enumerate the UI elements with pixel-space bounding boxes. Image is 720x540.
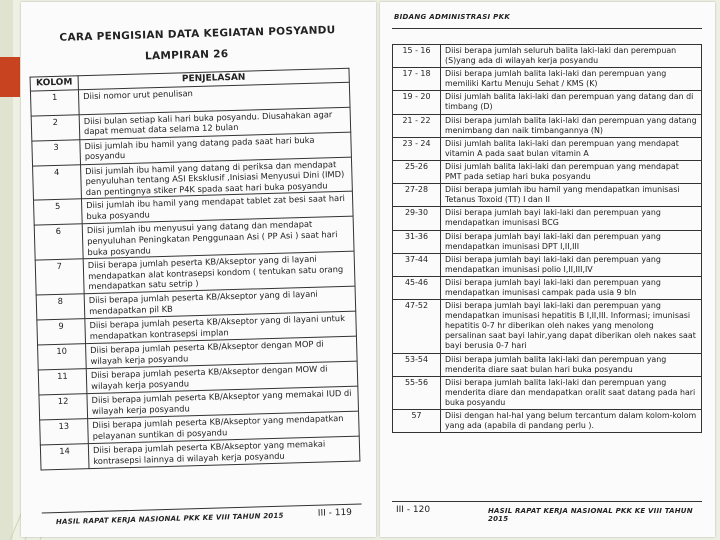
kolom-cell: 6 (34, 224, 83, 260)
kolom-cell: 17 - 18 (393, 68, 441, 91)
kolom-cell: 29-30 (393, 207, 441, 230)
kolom-cell: 4 (33, 164, 82, 200)
penjelasan-cell: Diisi berapa jumlah peserta KB/Akseptor yang di layani mendapatkan alat kontrasepsi kondom ( tentukan satu orang mendapatkan satu setrip ) (83, 251, 355, 293)
penjelasan-cell: Diisi berapa jumlah peserta KB/Akseptor yang mendapatkan pelayanan suntikan di posyandu (88, 411, 360, 444)
kolom-cell: 27-28 (393, 184, 441, 207)
kolom-cell: 14 (40, 444, 89, 470)
table-row (393, 300, 702, 353)
kolom-cell: 55-56 (393, 376, 441, 409)
kolom-cell: 53-54 (393, 353, 441, 376)
table-row (393, 230, 702, 253)
penjelasan-cell: Diisi berapa jumlah bayi laki-laki dan perempuan yang mendapatkan imunisasi hepatitis B I,II,III. Informasi; imunisasi hepatitis 0-7 hr diberikan oleh nakes yang menolong persalinan saat bayi lahir,yang dapat diberikan oleh nakes saat bayi berusia 0-7 hari (441, 300, 702, 353)
penjelasan-cell: Diisi berapa jumlah peserta KB/Akseptor yang di layani mendapatkan pil KB (84, 286, 356, 319)
slide-accent-block (0, 57, 20, 97)
penjelasan-cell: Diisi berapa jumlah balita laki-laki dan perempuan yang menderita diare dan mendapatkan oralit saat datang pada hari buka posyandu (441, 376, 702, 409)
penjelasan-cell: Diisi berapa jumlah bayi laki-laki dan perempuan yang mendapatkan imunisasi DPT I,II,III (441, 230, 702, 253)
table-row (393, 276, 702, 299)
penjelasan-cell: Diisi jumlah balita laki-laki dan perempuan yang mendapat vitamin A pada saat bulan vitamin A (441, 137, 702, 160)
kolom-cell: 13 (40, 419, 89, 445)
kolom-cell: 57 (393, 410, 441, 433)
page-footer: HASIL RAPAT KERJA NASIONAL PKK KE VIII TAHUN 2015 (55, 511, 284, 527)
table-row (393, 207, 702, 230)
penjelasan-cell: Diisi bulan setiap kali hari buka posyandu. Diusahakan agar dapat memuat data selama 12 bulan (79, 107, 351, 140)
kolom-cell: 47-52 (393, 300, 441, 353)
penjelasan-cell: Diisi berapa jumlah peserta KB/Akseptor yang di layani untuk mendapatkan kontrasepsi implan (85, 311, 357, 344)
penjelasan-cell: Diisi berapa jumlah peserta KB/Akseptor yang memakai kontrasepsi lainnya di wilayah kerja posyandu (88, 436, 360, 469)
penjelasan-cell: Diisi berapa jumlah peserta KB/Akseptor dengan MOW di wilayah kerja posyandu (86, 361, 358, 394)
table-row (393, 68, 702, 91)
footer-rule (42, 504, 362, 514)
penjelasan-cell: Diisi berapa jumlah seluruh balita laki-laki dan perempuan (S)yang ada di wilayah kerja posyandu (441, 45, 702, 68)
kolom-cell: 23 - 24 (393, 137, 441, 160)
document-page-left (21, 2, 376, 537)
column-header-penjelasan: PENJELASAN (78, 68, 349, 89)
kolom-cell: 25-26 (393, 160, 441, 183)
penjelasan-cell: Diisi berapa jumlah balita laki-laki dan perempuan yang datang menimbang dan naik timbangannya (N) (441, 114, 702, 137)
table-row (393, 45, 702, 68)
explanation-table-left (30, 68, 361, 471)
table-row (393, 184, 702, 207)
penjelasan-cell: Diisi dengan hal-hal yang belum tercantum dalam kolom-kolom yang ada (apabila di pandang perlu ). (441, 410, 702, 433)
penjelasan-cell: Diisi jumlah ibu hamil yang datang di periksa dan mendapat penyuluhan tentang ASI Eksklusif ,Inisiasi Menyusui Dini (IMD) dan pentingnya stiker P4K spada saat hari buka posyandu (81, 157, 353, 199)
penjelasan-cell: Diisi jumlah balita laki-laki dan perempuan yang mendapat PMT pada setiap hari buka posyandu (441, 160, 702, 183)
document-subtitle: LAMPIRAN 26 (144, 48, 229, 63)
penjelasan-cell: Diisi jumlah ibu hamil yang datang pada saat hari buka posyandu (80, 132, 352, 165)
penjelasan-cell: Diisi nomor urut penulisan (78, 82, 350, 115)
document-page-right (380, 2, 715, 537)
table-row (393, 137, 702, 160)
kolom-cell: 2 (31, 114, 80, 140)
kolom-cell: 1 (30, 89, 79, 115)
header-rule (392, 28, 702, 29)
page-header: BIDANG ADMINISTRASI PKK (394, 13, 511, 21)
footer-rule (392, 501, 702, 502)
table-row (393, 376, 702, 409)
table-row (393, 410, 702, 433)
penjelasan-cell: Diisi berapa jumlah bayi laki-laki dan perempuan yang mendapatkan imunisasi campak pada usia 9 bln (441, 276, 702, 299)
penjelasan-cell: Diisi berapa jumlah bayi laki-laki dan perempuan yang mendapatkan imunisasi BCG (441, 207, 702, 230)
penjelasan-cell: Diisi berapa jumlah peserta KB/Akseptor yang memakai IUD di wilayah kerja posyandu (87, 386, 359, 419)
penjelasan-cell: Diisi berapa jumlah ibu hamil yang mendapatkan imunisasi Tetanus Toxoid (TT) I dan II (441, 184, 702, 207)
kolom-cell: 15 - 16 (393, 45, 441, 68)
kolom-cell: 37-44 (393, 253, 441, 276)
page-footer: HASIL RAPAT KERJA NASIONAL PKK KE VIII TAHUN 2015 (488, 507, 693, 523)
table-row (393, 253, 702, 276)
penjelasan-cell: Diisi berapa jumlah bayi laki-laki dan perempuan yang mendapatkan imunisasi polio I,II,III,IV (441, 253, 702, 276)
kolom-cell: 19 - 20 (393, 91, 441, 114)
penjelasan-cell: Diisi berapa jumlah balita laki-laki dan perempuan yang memiliki Kartu Menuju Sehat / KMS (K) (441, 68, 702, 91)
kolom-cell: 3 (32, 139, 81, 165)
penjelasan-cell: Diisi jumlah ibu menyusui yang datang dan mendapat penyuluhan Peningkatan Penggunaan Asi ( PP Asi ) saat hari buka posyandu (82, 217, 354, 259)
document-title: CARA PENGISIAN DATA KEGIATAN POSYANDU (59, 24, 336, 44)
kolom-cell: 21 - 22 (393, 114, 441, 137)
table-row (393, 114, 702, 137)
column-header-kolom: KOLOM (30, 76, 78, 91)
penjelasan-cell: Diisi berapa jumlah balita laki-laki dan perempuan yang menderita diare saat bulan hari buka posyandu (441, 353, 702, 376)
kolom-cell: 11 (38, 369, 87, 395)
kolom-cell: 7 (35, 259, 84, 295)
kolom-cell: 10 (38, 344, 87, 370)
table-row (393, 160, 702, 183)
kolom-cell: 5 (34, 199, 83, 225)
page-number: III - 119 (317, 507, 353, 519)
penjelasan-cell: Diisi jumlah ibu hamil yang mendapat tablet zat besi saat hari buka posyandu (81, 192, 353, 225)
penjelasan-cell: Diisi berapa jumlah peserta KB/Akseptor dengan MOP di wilayah kerja posyandu (86, 336, 358, 369)
table-row (393, 91, 702, 114)
page-number: III - 120 (396, 505, 431, 515)
kolom-cell: 12 (39, 394, 88, 420)
explanation-table-right (392, 44, 702, 433)
kolom-cell: 31-36 (393, 230, 441, 253)
kolom-cell: 45-46 (393, 276, 441, 299)
table-row (393, 353, 702, 376)
penjelasan-cell: Diisi jumlah balita laki-laki dan perempuan yang datang dan di timbang (D) (441, 91, 702, 114)
kolom-cell: 9 (37, 319, 86, 345)
kolom-cell: 8 (36, 294, 85, 320)
